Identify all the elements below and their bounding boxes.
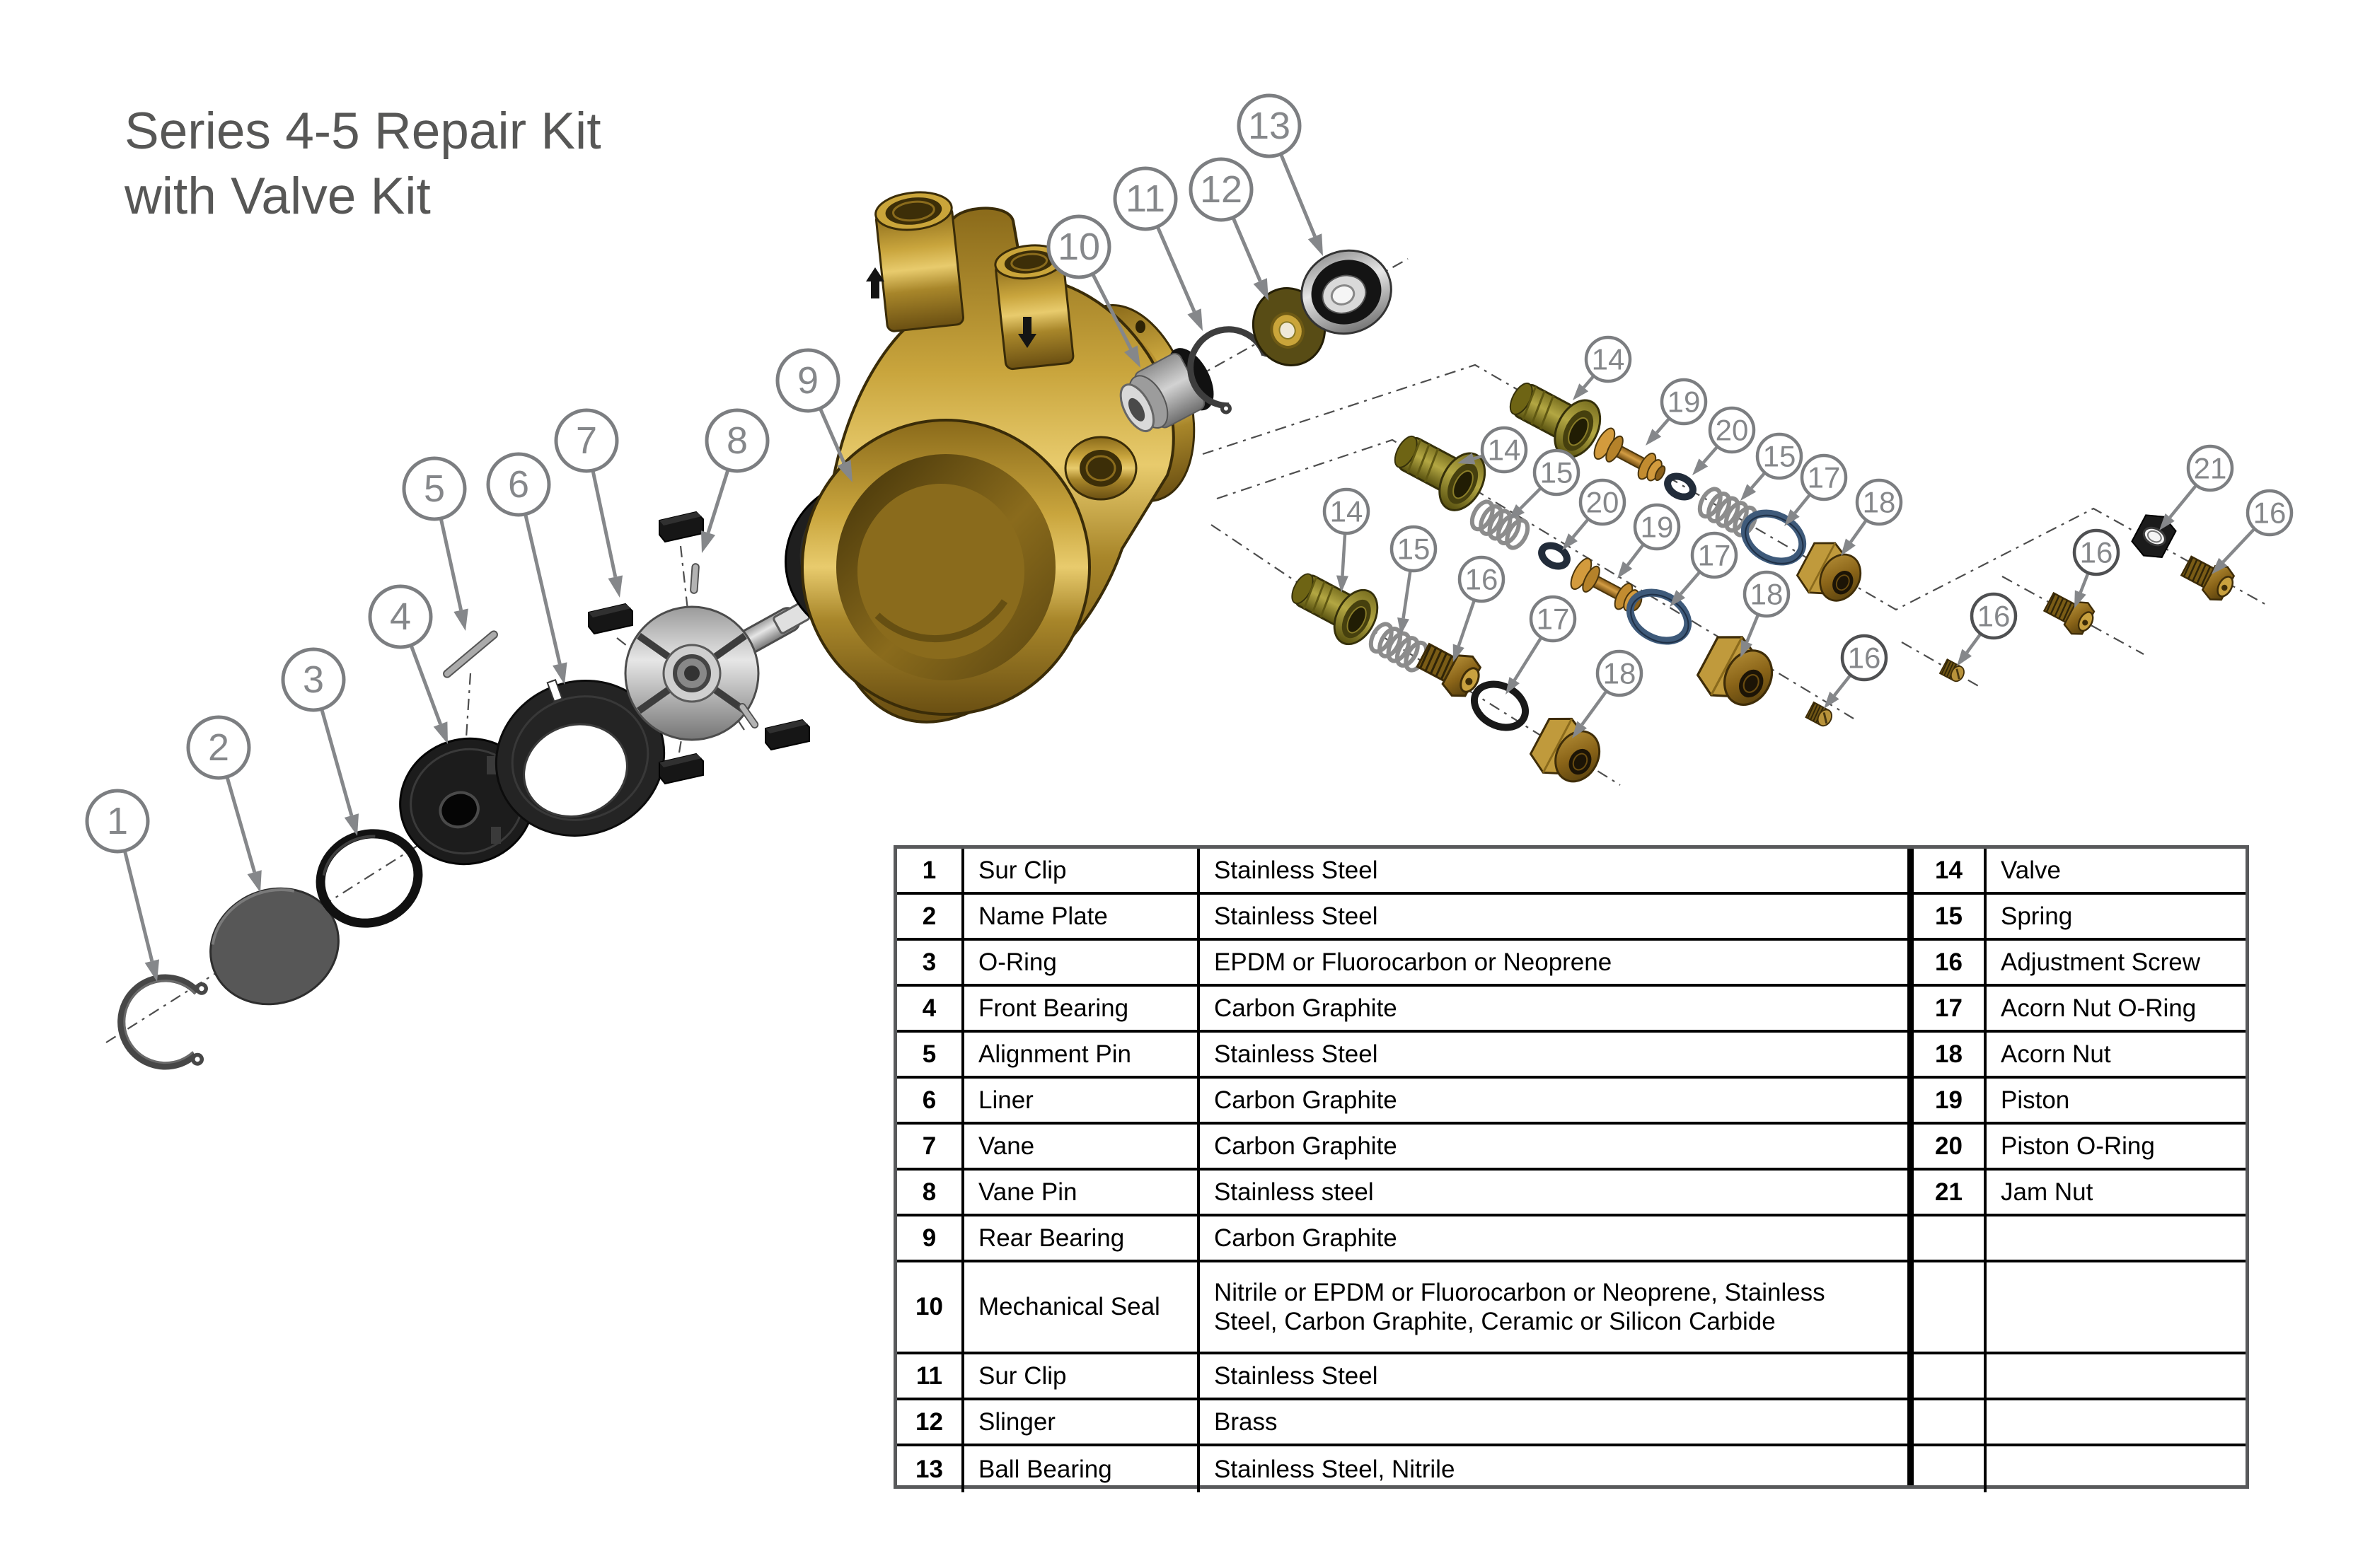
- cell-num: 9: [897, 1216, 964, 1260]
- title-line1: Series 4-5 Repair Kit: [125, 103, 601, 160]
- table-row: [897, 1033, 1907, 1079]
- table-row: [1914, 987, 2246, 1033]
- cell-name: Piston: [2001, 1086, 2070, 1114]
- table-row: [897, 895, 1907, 941]
- part-alignment-pin: [442, 629, 499, 678]
- svg-text:3: 3: [302, 658, 325, 701]
- title-line2: with Valve Kit: [125, 168, 431, 225]
- svg-text:17: 17: [1536, 602, 1570, 636]
- callout-13: [1239, 95, 1323, 256]
- cell-name: Liner: [964, 1079, 1200, 1122]
- table-row: [1914, 1354, 2246, 1400]
- callout-16: [1957, 594, 2016, 666]
- cell-num: 14: [1914, 849, 1987, 892]
- cell-num: 2: [897, 895, 964, 938]
- cell-name: Alignment Pin: [964, 1033, 1200, 1076]
- cell-name: Vane: [964, 1125, 1200, 1168]
- part-rotor-shaft: [625, 600, 811, 740]
- svg-text:5: 5: [423, 468, 446, 510]
- callout-6: [488, 454, 567, 685]
- svg-text:15: 15: [1539, 455, 1573, 489]
- callout-17: [1505, 597, 1575, 695]
- cell-num: 20: [1914, 1125, 1987, 1168]
- cell-name: Acorn Nut O-Ring: [2001, 994, 2197, 1022]
- cell-name: [1987, 1400, 2246, 1444]
- callout-1: [87, 791, 159, 982]
- svg-text:16: 16: [2253, 496, 2287, 530]
- table-row: [897, 1354, 1907, 1400]
- cell-material: Stainless steel: [1214, 1178, 1374, 1206]
- table-row: [1914, 1216, 2246, 1262]
- svg-text:15: 15: [1397, 532, 1431, 566]
- cell-name: [1987, 1262, 2246, 1352]
- callout-16: [2212, 491, 2291, 574]
- cell-material: Stainless Steel, Nitrile: [1214, 1455, 1455, 1483]
- cell-material: Nitrile or EPDM or Fluorocarbon or Neoprene, Stainless Steel, Carbon Graphite, Ceramic or Silicon Carbide: [1214, 1278, 1825, 1335]
- callout-19: [1646, 380, 1706, 446]
- svg-text:16: 16: [1847, 641, 1881, 675]
- table-row: [897, 987, 1907, 1033]
- svg-text:12: 12: [1199, 168, 1243, 211]
- callout-21: [2159, 446, 2232, 530]
- cell-num: 15: [1914, 895, 1987, 938]
- cell-material: Stainless Steel: [1214, 902, 1378, 930]
- cell-name: [1987, 1216, 2246, 1260]
- callout-14: [1573, 337, 1630, 400]
- table-row: [897, 1125, 1907, 1171]
- cell-material: Stainless Steel: [1214, 1040, 1378, 1068]
- table-row: [1914, 849, 2246, 895]
- callout-7: [556, 410, 623, 598]
- table-row: [897, 1079, 1907, 1125]
- callout-16: [2074, 530, 2118, 608]
- svg-text:1: 1: [106, 800, 129, 842]
- cell-num: 12: [897, 1400, 964, 1444]
- svg-text:10: 10: [1057, 226, 1101, 268]
- cell-name: Jam Nut: [2001, 1178, 2093, 1206]
- svg-text:19: 19: [1667, 385, 1701, 419]
- svg-text:15: 15: [1762, 439, 1796, 473]
- cell-num: 6: [897, 1079, 964, 1122]
- table-row: [1914, 1079, 2246, 1125]
- callout-17: [1670, 533, 1736, 607]
- cell-name: Ball Bearing: [964, 1446, 1200, 1492]
- svg-text:16: 16: [1977, 599, 2011, 633]
- cell-num: 11: [897, 1354, 964, 1398]
- svg-text:6: 6: [507, 463, 530, 506]
- table-row: [1914, 941, 2246, 987]
- cell-num: [1914, 1216, 1987, 1260]
- callout-12: [1191, 159, 1268, 301]
- cell-material: Stainless Steel: [1214, 856, 1378, 884]
- svg-text:20: 20: [1585, 485, 1619, 519]
- svg-text:14: 14: [1329, 494, 1363, 528]
- callout-18: [1841, 480, 1901, 556]
- table-row: [1914, 1033, 2246, 1079]
- table-divider: [1907, 849, 1914, 1485]
- cell-name: Spring: [2001, 902, 2073, 930]
- svg-text:21: 21: [2193, 451, 2227, 485]
- svg-text:17: 17: [1697, 538, 1731, 572]
- cell-name: O-Ring: [964, 941, 1200, 984]
- cell-name: Rear Bearing: [964, 1216, 1200, 1260]
- table-row: [897, 941, 1907, 987]
- table-row: [1914, 1125, 2246, 1171]
- cell-num: [1914, 1400, 1987, 1444]
- cell-num: 8: [897, 1171, 964, 1214]
- svg-text:17: 17: [1807, 460, 1841, 494]
- parts-table-left: [897, 849, 1907, 1485]
- table-row: [1914, 895, 2246, 941]
- cell-material: EPDM or Fluorocarbon or Neoprene: [1214, 948, 1612, 976]
- part-name-plate: [193, 869, 357, 1023]
- cell-num: 7: [897, 1125, 964, 1168]
- cell-material: Stainless Steel: [1214, 1361, 1378, 1390]
- svg-text:13: 13: [1247, 105, 1291, 147]
- cell-num: 10: [897, 1262, 964, 1352]
- cell-num: [1914, 1354, 1987, 1398]
- table-row: [1914, 1400, 2246, 1446]
- housing-port-1: [874, 189, 964, 332]
- part-sur-clip-front: [113, 968, 219, 1074]
- callout-20: [1562, 480, 1624, 550]
- cell-num: 18: [1914, 1033, 1987, 1076]
- cell-material: Carbon Graphite: [1214, 1086, 1397, 1114]
- cell-name: Vane Pin: [964, 1171, 1200, 1214]
- cell-num: [1914, 1446, 1987, 1492]
- cell-material: Carbon Graphite: [1214, 994, 1397, 1022]
- svg-text:16: 16: [2079, 535, 2113, 569]
- cell-material: Carbon Graphite: [1214, 1132, 1397, 1160]
- table-row: [897, 1262, 1907, 1354]
- cell-name: Piston O-Ring: [2001, 1132, 2155, 1160]
- table-row: [897, 1446, 1907, 1492]
- callout-4: [370, 586, 448, 744]
- svg-text:16: 16: [1464, 562, 1498, 596]
- table-row: [897, 1216, 1907, 1262]
- cell-num: 13: [897, 1446, 964, 1492]
- callout-20: [1692, 408, 1754, 475]
- cell-num: 19: [1914, 1079, 1987, 1122]
- cell-num: [1914, 1262, 1987, 1352]
- svg-text:8: 8: [726, 419, 749, 462]
- callout-8: [701, 410, 768, 553]
- parts-table: [894, 845, 2249, 1489]
- svg-text:18: 18: [1602, 656, 1636, 690]
- svg-text:7: 7: [575, 419, 598, 462]
- table-row: [897, 849, 1907, 895]
- svg-text:9: 9: [797, 359, 819, 402]
- cell-name: Front Bearing: [964, 987, 1200, 1030]
- table-row: [1914, 1262, 2246, 1354]
- cell-num: 1: [897, 849, 964, 892]
- table-row: [1914, 1171, 2246, 1216]
- callout-16: [1453, 557, 1503, 662]
- cell-num: 5: [897, 1033, 964, 1076]
- svg-text:14: 14: [1591, 342, 1625, 376]
- cell-num: 4: [897, 987, 964, 1030]
- part-pump-housing: [802, 189, 1215, 722]
- callout-2: [188, 717, 262, 893]
- cell-name: Mechanical Seal: [964, 1262, 1200, 1352]
- cell-name: [1987, 1446, 2246, 1492]
- cell-name: Sur Clip: [964, 849, 1200, 892]
- svg-text:20: 20: [1715, 413, 1749, 447]
- cell-name: Acorn Nut: [2001, 1040, 2111, 1068]
- callout-14: [1324, 489, 1368, 593]
- cell-num: 3: [897, 941, 964, 984]
- cell-num: 17: [1914, 987, 1987, 1030]
- cell-name: [1987, 1354, 2246, 1398]
- svg-text:4: 4: [389, 596, 412, 638]
- svg-text:2: 2: [207, 726, 230, 769]
- cell-material: Brass: [1214, 1407, 1278, 1436]
- svg-text:11: 11: [1125, 178, 1166, 220]
- callout-18: [1572, 651, 1641, 738]
- parts-table-right: [1914, 849, 2246, 1485]
- cell-name: Slinger: [964, 1400, 1200, 1444]
- svg-text:18: 18: [1750, 577, 1784, 611]
- callout-15: [1392, 527, 1435, 635]
- cell-name: Valve: [2001, 856, 2061, 884]
- callout-3: [283, 649, 359, 836]
- cell-material: Carbon Graphite: [1214, 1224, 1397, 1252]
- callout-16: [1824, 636, 1886, 709]
- table-row: [1914, 1446, 2246, 1492]
- cell-name: Sur Clip: [964, 1354, 1200, 1398]
- callout-18: [1740, 572, 1788, 658]
- svg-text:14: 14: [1487, 433, 1521, 467]
- table-row: [897, 1171, 1907, 1216]
- table-row: [897, 1400, 1907, 1446]
- callout-19: [1617, 505, 1679, 579]
- cell-name: Adjustment Screw: [2001, 948, 2201, 976]
- cell-num: 21: [1914, 1171, 1987, 1214]
- svg-text:18: 18: [1862, 485, 1896, 519]
- cell-num: 16: [1914, 941, 1987, 984]
- cell-name: Name Plate: [964, 895, 1200, 938]
- svg-text:19: 19: [1640, 510, 1674, 544]
- valve-chain-3: [1282, 559, 1610, 793]
